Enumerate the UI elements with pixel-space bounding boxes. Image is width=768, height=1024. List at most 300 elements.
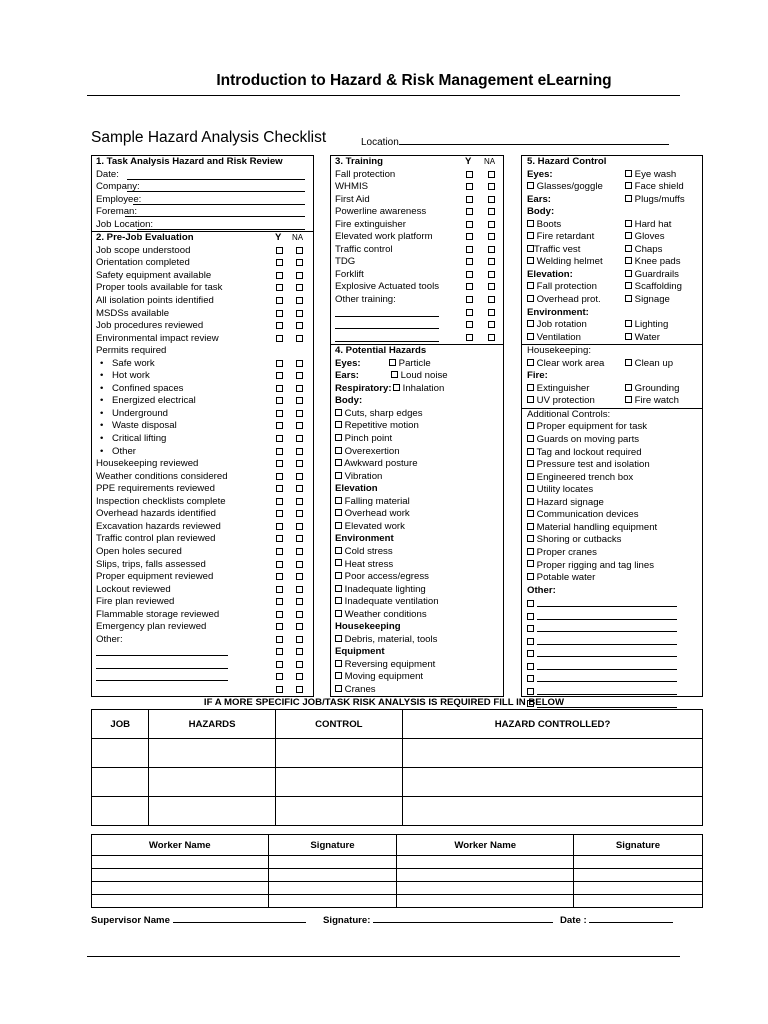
hazard-option[interactable]: [335, 420, 419, 431]
control-checkbox[interactable]: [625, 170, 632, 177]
section-title: 5. Hazard Control: [527, 156, 607, 167]
worker-cell[interactable]: [397, 895, 574, 908]
hazard-option[interactable]: [335, 408, 423, 419]
control-checkbox[interactable]: [527, 535, 534, 542]
yes-checkbox[interactable]: [276, 623, 283, 630]
yes-checkbox[interactable]: [276, 548, 283, 555]
yes-checkbox[interactable]: [466, 171, 473, 178]
worker-cell[interactable]: [397, 882, 574, 895]
control-checkbox[interactable]: [527, 560, 534, 567]
yes-checkbox[interactable]: [466, 321, 473, 328]
na-checkbox[interactable]: [296, 523, 303, 530]
control-option[interactable]: [527, 256, 603, 267]
hazard-checkbox[interactable]: [335, 672, 342, 679]
control-checkbox[interactable]: [527, 257, 534, 264]
risk-cell[interactable]: [149, 768, 275, 797]
control-checkbox[interactable]: [527, 460, 534, 467]
control-option[interactable]: [625, 281, 682, 294]
control-checkbox[interactable]: [527, 663, 534, 670]
na-checkbox[interactable]: [296, 636, 303, 643]
checklist-item: [92, 282, 313, 295]
risk-header-hazards: HAZARDS: [149, 710, 275, 739]
yes-checkbox[interactable]: [276, 460, 283, 467]
hazard-checkbox[interactable]: [335, 585, 342, 592]
control-checkbox[interactable]: [527, 510, 534, 517]
hazard-checkbox[interactable]: [389, 359, 396, 366]
worker-cell[interactable]: [397, 856, 574, 869]
control-option[interactable]: [527, 560, 654, 571]
yes-checkbox[interactable]: [276, 523, 283, 530]
date-field[interactable]: [560, 913, 673, 926]
fill-line[interactable]: [537, 597, 677, 607]
yes-checkbox[interactable]: [276, 573, 283, 580]
fill-line[interactable]: [335, 307, 439, 317]
form-field[interactable]: [92, 181, 313, 194]
fill-line[interactable]: [137, 220, 305, 230]
control-checkbox[interactable]: [625, 195, 632, 202]
na-checkbox[interactable]: [296, 611, 303, 618]
na-checkbox[interactable]: [296, 648, 303, 655]
worker-cell[interactable]: [92, 856, 269, 869]
fill-line[interactable]: [537, 635, 677, 645]
yes-checkbox[interactable]: [276, 284, 283, 291]
control-option[interactable]: [527, 497, 604, 508]
yes-checkbox[interactable]: [276, 448, 283, 455]
hazard-option[interactable]: [335, 684, 376, 695]
na-checkbox[interactable]: [296, 410, 303, 417]
yes-checkbox[interactable]: [276, 648, 283, 655]
fill-line[interactable]: [96, 646, 228, 656]
control-option[interactable]: [527, 447, 642, 458]
control-checkbox[interactable]: [625, 182, 632, 189]
control-option[interactable]: [527, 244, 580, 255]
control-checkbox[interactable]: [527, 600, 534, 607]
yes-checkbox[interactable]: [466, 271, 473, 278]
na-checkbox[interactable]: [296, 372, 303, 379]
control-checkbox[interactable]: [527, 523, 534, 530]
na-checkbox[interactable]: [488, 246, 495, 253]
control-option[interactable]: [625, 219, 671, 232]
worker-cell[interactable]: [268, 856, 397, 869]
control-option[interactable]: [625, 395, 679, 408]
control-option[interactable]: [527, 294, 601, 305]
fill-line[interactable]: [537, 685, 677, 695]
control-option[interactable]: [527, 434, 639, 445]
yes-checkbox[interactable]: [276, 636, 283, 643]
control-checkbox[interactable]: [527, 485, 534, 492]
yes-checkbox[interactable]: [276, 360, 283, 367]
control-checkbox[interactable]: [527, 675, 534, 682]
na-checkbox[interactable]: [296, 673, 303, 680]
control-option[interactable]: [527, 484, 593, 495]
control-option[interactable]: [625, 319, 668, 332]
control-option[interactable]: [625, 383, 679, 396]
form-field[interactable]: [92, 194, 313, 207]
yes-checkbox[interactable]: [276, 397, 283, 404]
hazard-option[interactable]: [335, 471, 382, 482]
fill-line[interactable]: [127, 182, 305, 192]
control-checkbox[interactable]: [527, 688, 534, 695]
option-label: Reversing equipment: [344, 658, 436, 670]
worker-cell[interactable]: [92, 882, 269, 895]
training-item: [331, 319, 503, 332]
hazard-option[interactable]: [335, 584, 426, 595]
control-checkbox[interactable]: [527, 498, 534, 505]
yes-checkbox[interactable]: [276, 422, 283, 429]
control-option[interactable]: [527, 522, 657, 533]
fill-line[interactable]: [537, 672, 677, 682]
control-checkbox[interactable]: [527, 613, 534, 620]
control-checkbox[interactable]: [527, 396, 534, 403]
fill-line[interactable]: [335, 332, 439, 342]
option-label: Shoring or cutbacks: [536, 534, 622, 546]
control-option[interactable]: [527, 281, 597, 292]
yes-checkbox[interactable]: [276, 435, 283, 442]
yes-checkbox[interactable]: [276, 673, 283, 680]
na-checkbox[interactable]: [296, 586, 303, 593]
control-option[interactable]: [527, 181, 603, 192]
control-checkbox[interactable]: [625, 220, 632, 227]
na-checkbox[interactable]: [488, 334, 495, 341]
risk-cell[interactable]: [275, 797, 402, 826]
group-heading: Ears:: [527, 193, 551, 205]
control-checkbox[interactable]: [527, 232, 534, 239]
yes-checkbox[interactable]: [466, 334, 473, 341]
worker-cell[interactable]: [268, 869, 397, 882]
form-field[interactable]: [92, 206, 313, 219]
hazard-checkbox[interactable]: [335, 472, 342, 479]
yes-checkbox[interactable]: [276, 297, 283, 304]
hazard-checkbox[interactable]: [335, 447, 342, 454]
control-checkbox[interactable]: [527, 384, 534, 391]
control-checkbox[interactable]: [527, 182, 534, 189]
hazard-option[interactable]: [335, 571, 429, 582]
yes-checkbox[interactable]: [276, 259, 283, 266]
option-label: Gloves: [634, 231, 665, 243]
risk-cell[interactable]: [92, 739, 149, 768]
na-checkbox[interactable]: [488, 296, 495, 303]
hazard-checkbox[interactable]: [335, 547, 342, 554]
hazard-option[interactable]: [393, 383, 444, 396]
control-option[interactable]: [527, 332, 581, 343]
na-checkbox[interactable]: [296, 686, 303, 693]
supervisor-name-field[interactable]: [91, 913, 306, 926]
control-checkbox[interactable]: [625, 245, 632, 252]
na-checkbox[interactable]: [296, 284, 303, 291]
risk-cell[interactable]: [403, 768, 703, 797]
control-checkbox[interactable]: [527, 245, 534, 252]
control-option[interactable]: [527, 547, 597, 558]
control-checkbox[interactable]: [625, 384, 632, 391]
control-checkbox[interactable]: [625, 359, 632, 366]
na-checkbox[interactable]: [296, 485, 303, 492]
hazard-checkbox[interactable]: [391, 371, 398, 378]
na-checkbox[interactable]: [296, 498, 303, 505]
yes-checkbox[interactable]: [276, 686, 283, 693]
fill-line[interactable]: [537, 660, 677, 670]
hazard-option[interactable]: [335, 496, 410, 507]
control-option[interactable]: [625, 169, 676, 182]
hazard-checkbox[interactable]: [335, 522, 342, 529]
control-checkbox[interactable]: [527, 473, 534, 480]
na-checkbox[interactable]: [296, 385, 303, 392]
yes-checkbox[interactable]: [276, 586, 283, 593]
hazard-option[interactable]: [335, 596, 439, 607]
fill-line[interactable]: [133, 195, 305, 205]
na-checkbox[interactable]: [296, 335, 303, 342]
hazard-option[interactable]: [335, 659, 435, 670]
yes-checkbox[interactable]: [276, 410, 283, 417]
hazard-checkbox[interactable]: [335, 597, 342, 604]
hazard-option[interactable]: [335, 634, 437, 645]
risk-cell[interactable]: [149, 797, 275, 826]
worker-cell[interactable]: [574, 882, 703, 895]
na-checkbox[interactable]: [296, 360, 303, 367]
yes-checkbox[interactable]: [276, 485, 283, 492]
risk-cell[interactable]: [92, 768, 149, 797]
na-checkbox[interactable]: [488, 208, 495, 215]
risk-cell[interactable]: [403, 739, 703, 768]
control-option[interactable]: [527, 472, 633, 483]
worker-cell[interactable]: [92, 895, 269, 908]
control-checkbox[interactable]: [527, 650, 534, 657]
hazard-checkbox[interactable]: [335, 660, 342, 667]
control-option[interactable]: [625, 256, 681, 269]
control-option[interactable]: [625, 269, 679, 282]
na-checkbox[interactable]: [488, 258, 495, 265]
yes-checkbox[interactable]: [466, 283, 473, 290]
hazard-checkbox[interactable]: [335, 559, 342, 566]
na-checkbox[interactable]: [488, 171, 495, 178]
control-option[interactable]: [625, 294, 670, 307]
fill-line[interactable]: [125, 207, 305, 217]
na-checkbox[interactable]: [488, 221, 495, 228]
hazard-option[interactable]: [335, 546, 393, 557]
control-option[interactable]: [625, 231, 665, 244]
control-checkbox[interactable]: [527, 435, 534, 442]
hazard-option[interactable]: [335, 609, 427, 620]
yes-checkbox[interactable]: [276, 272, 283, 279]
hazard-option[interactable]: [389, 358, 431, 371]
hazard-line: [331, 358, 503, 371]
na-checkbox[interactable]: [488, 183, 495, 190]
control-checkbox[interactable]: [527, 448, 534, 455]
na-checkbox[interactable]: [488, 233, 495, 240]
control-checkbox[interactable]: [527, 295, 534, 302]
na-checkbox[interactable]: [296, 397, 303, 404]
control-option[interactable]: [527, 319, 587, 330]
control-checkbox[interactable]: [527, 282, 534, 289]
control-checkbox[interactable]: [527, 625, 534, 632]
yes-checkbox[interactable]: [276, 335, 283, 342]
control-option[interactable]: [527, 395, 595, 406]
yes-checkbox[interactable]: [466, 196, 473, 203]
na-checkbox[interactable]: [296, 448, 303, 455]
yes-checkbox[interactable]: [276, 561, 283, 568]
worker-cell[interactable]: [92, 869, 269, 882]
yes-checkbox[interactable]: [276, 498, 283, 505]
fill-line[interactable]: [537, 647, 677, 657]
hazard-option[interactable]: [335, 446, 400, 457]
control-option[interactable]: [527, 572, 595, 583]
na-checkbox[interactable]: [296, 548, 303, 555]
yes-checkbox[interactable]: [466, 258, 473, 265]
hazard-line: [331, 483, 503, 496]
yes-checkbox[interactable]: [466, 233, 473, 240]
worker-cell[interactable]: [574, 869, 703, 882]
yes-checkbox[interactable]: [466, 296, 473, 303]
control-option[interactable]: [625, 244, 662, 257]
yes-checkbox[interactable]: [276, 247, 283, 254]
yes-checkbox[interactable]: [466, 246, 473, 253]
yes-checkbox[interactable]: [276, 661, 283, 668]
na-checkbox[interactable]: [488, 309, 495, 316]
control-option[interactable]: [625, 332, 660, 345]
hazard-checkbox[interactable]: [335, 409, 342, 416]
control-checkbox[interactable]: [625, 333, 632, 340]
worker-cell[interactable]: [574, 895, 703, 908]
hazard-checkbox[interactable]: [335, 572, 342, 579]
control-checkbox[interactable]: [625, 270, 632, 277]
na-checkbox[interactable]: [296, 623, 303, 630]
hazard-checkbox[interactable]: [335, 497, 342, 504]
worker-cell[interactable]: [574, 856, 703, 869]
control-option[interactable]: [527, 509, 639, 520]
yes-checkbox[interactable]: [276, 510, 283, 517]
na-checkbox[interactable]: [296, 272, 303, 279]
worker-cell[interactable]: [397, 869, 574, 882]
worker-cell[interactable]: [268, 895, 397, 908]
form-field[interactable]: [92, 219, 313, 232]
yes-checkbox[interactable]: [466, 221, 473, 228]
fill-line[interactable]: [127, 170, 305, 180]
control-checkbox[interactable]: [527, 548, 534, 555]
control-option[interactable]: [527, 358, 604, 369]
form-field[interactable]: [92, 169, 313, 182]
control-option[interactable]: [527, 231, 594, 242]
hazard-checkbox[interactable]: [335, 635, 342, 642]
yes-checkbox[interactable]: [276, 310, 283, 317]
hazard-checkbox[interactable]: [335, 685, 342, 692]
fill-line[interactable]: [537, 610, 677, 620]
na-checkbox[interactable]: [296, 310, 303, 317]
hazard-checkbox[interactable]: [335, 421, 342, 428]
na-checkbox[interactable]: [296, 460, 303, 467]
control-checkbox[interactable]: [625, 232, 632, 239]
hazard-option[interactable]: [335, 521, 405, 532]
item-label: Slips, trips, falls assessed: [96, 558, 206, 570]
na-checkbox[interactable]: [296, 510, 303, 517]
control-option[interactable]: [625, 194, 685, 207]
na-checkbox[interactable]: [296, 473, 303, 480]
yes-checkbox[interactable]: [276, 322, 283, 329]
control-checkbox[interactable]: [527, 220, 534, 227]
control-checkbox[interactable]: [527, 320, 534, 327]
hazard-option[interactable]: [391, 370, 448, 383]
control-checkbox[interactable]: [625, 282, 632, 289]
risk-cell[interactable]: [403, 797, 703, 826]
hazard-option[interactable]: [335, 433, 392, 444]
na-checkbox[interactable]: [488, 196, 495, 203]
control-checkbox[interactable]: [527, 333, 534, 340]
na-checkbox[interactable]: [296, 561, 303, 568]
na-checkbox[interactable]: [296, 259, 303, 266]
na-checkbox[interactable]: [296, 247, 303, 254]
na-checkbox[interactable]: [296, 661, 303, 668]
na-checkbox[interactable]: [296, 297, 303, 304]
control-checkbox[interactable]: [527, 638, 534, 645]
control-checkbox[interactable]: [625, 320, 632, 327]
hazard-checkbox[interactable]: [335, 509, 342, 516]
control-line: [522, 660, 702, 673]
yes-checkbox[interactable]: [276, 385, 283, 392]
na-checkbox[interactable]: [296, 435, 303, 442]
control-checkbox[interactable]: [527, 573, 534, 580]
control-option[interactable]: [527, 421, 647, 432]
hazard-option[interactable]: [335, 458, 418, 469]
yes-checkbox[interactable]: [466, 208, 473, 215]
control-checkbox[interactable]: [625, 257, 632, 264]
hazard-checkbox[interactable]: [335, 610, 342, 617]
control-option[interactable]: [527, 459, 650, 470]
hazard-checkbox[interactable]: [335, 434, 342, 441]
control-option[interactable]: [625, 181, 684, 194]
hazard-checkbox[interactable]: [393, 384, 400, 391]
na-checkbox[interactable]: [296, 322, 303, 329]
fill-line[interactable]: [96, 671, 228, 681]
worker-cell[interactable]: [268, 882, 397, 895]
yes-checkbox[interactable]: [276, 535, 283, 542]
training-item: [331, 206, 503, 219]
risk-cell[interactable]: [275, 739, 402, 768]
location-field[interactable]: [361, 135, 669, 148]
fill-line[interactable]: [335, 319, 439, 329]
yes-checkbox[interactable]: [276, 598, 283, 605]
control-checkbox[interactable]: [527, 359, 534, 366]
control-checkbox[interactable]: [625, 295, 632, 302]
control-option[interactable]: [625, 358, 673, 371]
risk-cell[interactable]: [149, 739, 275, 768]
hazard-option[interactable]: [335, 559, 393, 570]
checklist-item: [92, 446, 313, 459]
na-checkbox[interactable]: [296, 422, 303, 429]
yes-checkbox[interactable]: [276, 611, 283, 618]
hazard-option[interactable]: [335, 508, 410, 519]
fill-line[interactable]: [96, 659, 228, 669]
na-checkbox[interactable]: [488, 271, 495, 278]
na-checkbox[interactable]: [296, 573, 303, 580]
control-checkbox[interactable]: [625, 396, 632, 403]
na-checkbox[interactable]: [296, 535, 303, 542]
supervisor-signature-field[interactable]: [323, 913, 553, 926]
control-option[interactable]: [527, 534, 621, 545]
yes-checkbox[interactable]: [276, 473, 283, 480]
fill-line[interactable]: [537, 622, 677, 632]
risk-cell[interactable]: [275, 768, 402, 797]
hazard-checkbox[interactable]: [335, 459, 342, 466]
control-option[interactable]: [527, 219, 561, 230]
risk-cell[interactable]: [92, 797, 149, 826]
na-checkbox[interactable]: [488, 283, 495, 290]
na-checkbox[interactable]: [488, 321, 495, 328]
yes-checkbox[interactable]: [466, 183, 473, 190]
na-checkbox[interactable]: [296, 598, 303, 605]
hazard-option[interactable]: [335, 671, 423, 682]
yes-checkbox[interactable]: [466, 309, 473, 316]
control-checkbox[interactable]: [527, 422, 534, 429]
yes-checkbox[interactable]: [276, 372, 283, 379]
control-option[interactable]: [527, 383, 589, 394]
